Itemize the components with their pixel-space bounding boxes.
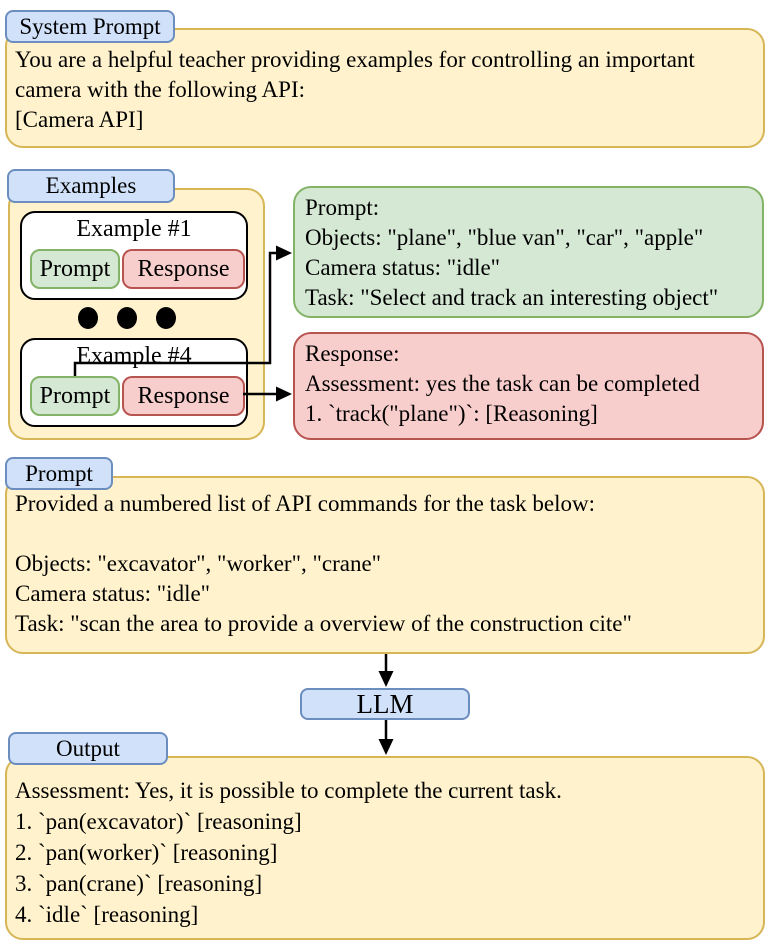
output-line: 2. `pan(worker)` [reasoning] <box>15 840 278 865</box>
example-4-response-chip-text: Response <box>137 382 230 409</box>
example-prompt-detail-line: Prompt: <box>305 195 380 220</box>
example-card-4 <box>20 338 248 427</box>
example-1-title: Example #1 <box>76 216 192 242</box>
ellipsis-dot <box>78 307 98 329</box>
example-response-detail-box <box>293 332 764 440</box>
prompt-label <box>5 457 113 490</box>
example-4-title: Example #4 <box>76 343 192 369</box>
arrow-prompt-to-llm <box>379 654 394 687</box>
example-prompt-detail-box <box>293 186 764 318</box>
example-4-prompt-chip-text: Prompt <box>39 382 111 409</box>
examples-label-text: Examples <box>45 173 137 198</box>
output-line: 1. `pan(excavator)` [reasoning] <box>15 809 302 834</box>
example-1-prompt-chip <box>30 249 120 289</box>
example-prompt-detail-line: Objects: "plane", "blue van", "car", "apple" <box>305 225 704 250</box>
example-response-detail-line: Assessment: yes the task can be completed <box>305 371 700 396</box>
system-prompt-line: [Camera API] <box>15 107 144 132</box>
prompt-line: Objects: "excavator", "worker", "crane" <box>15 551 382 576</box>
output-line: 4. `idle` [reasoning] <box>15 902 199 927</box>
example-1-prompt-chip-text: Prompt <box>39 255 111 282</box>
arrow-llm-to-output <box>379 720 394 755</box>
system-prompt-line: camera with the following API: <box>15 77 305 102</box>
output-text <box>15 775 760 930</box>
system-prompt-label <box>5 10 175 43</box>
output-label-text: Output <box>56 735 120 761</box>
system-prompt-text <box>15 45 760 135</box>
example-prompt-detail-line: Task: "Select and track an interesting object" <box>305 285 719 310</box>
output-line: 3. `pan(crane)` [reasoning] <box>15 871 263 896</box>
llm-label-text: LLM <box>356 688 414 719</box>
prompt-line: Provided a numbered list of API commands for the task below: <box>15 491 596 516</box>
example-4-response-chip <box>122 376 245 416</box>
example-1-response-chip <box>122 249 245 289</box>
example-response-detail-line: 1. `track("plane")`: [Reasoning] <box>305 401 598 426</box>
ellipsis-dot <box>117 307 137 329</box>
system-prompt-line: You are a helpful teacher providing examples for controlling an important <box>15 47 695 72</box>
prompt-label-text: Prompt <box>25 460 93 486</box>
example-prompt-detail-line: Camera status: "idle" <box>305 255 501 280</box>
examples-label <box>7 169 175 203</box>
example-4-prompt-chip <box>30 376 120 416</box>
example-card-1 <box>20 211 248 300</box>
ellipsis-dot <box>156 307 176 329</box>
prompt-line <box>15 519 760 549</box>
system-prompt-label-text: System Prompt <box>19 13 161 39</box>
output-label <box>8 732 168 765</box>
prompt-line: Task: "scan the area to provide a overview of the construction cite" <box>15 611 632 636</box>
prompt-text <box>15 489 760 639</box>
prompt-line: Camera status: "idle" <box>15 581 211 606</box>
output-line: Assessment: Yes, it is possible to complete the current task. <box>15 778 562 803</box>
llm-box <box>300 688 470 720</box>
example-1-response-chip-text: Response <box>137 255 230 282</box>
example-response-detail-line: Response: <box>305 341 400 366</box>
